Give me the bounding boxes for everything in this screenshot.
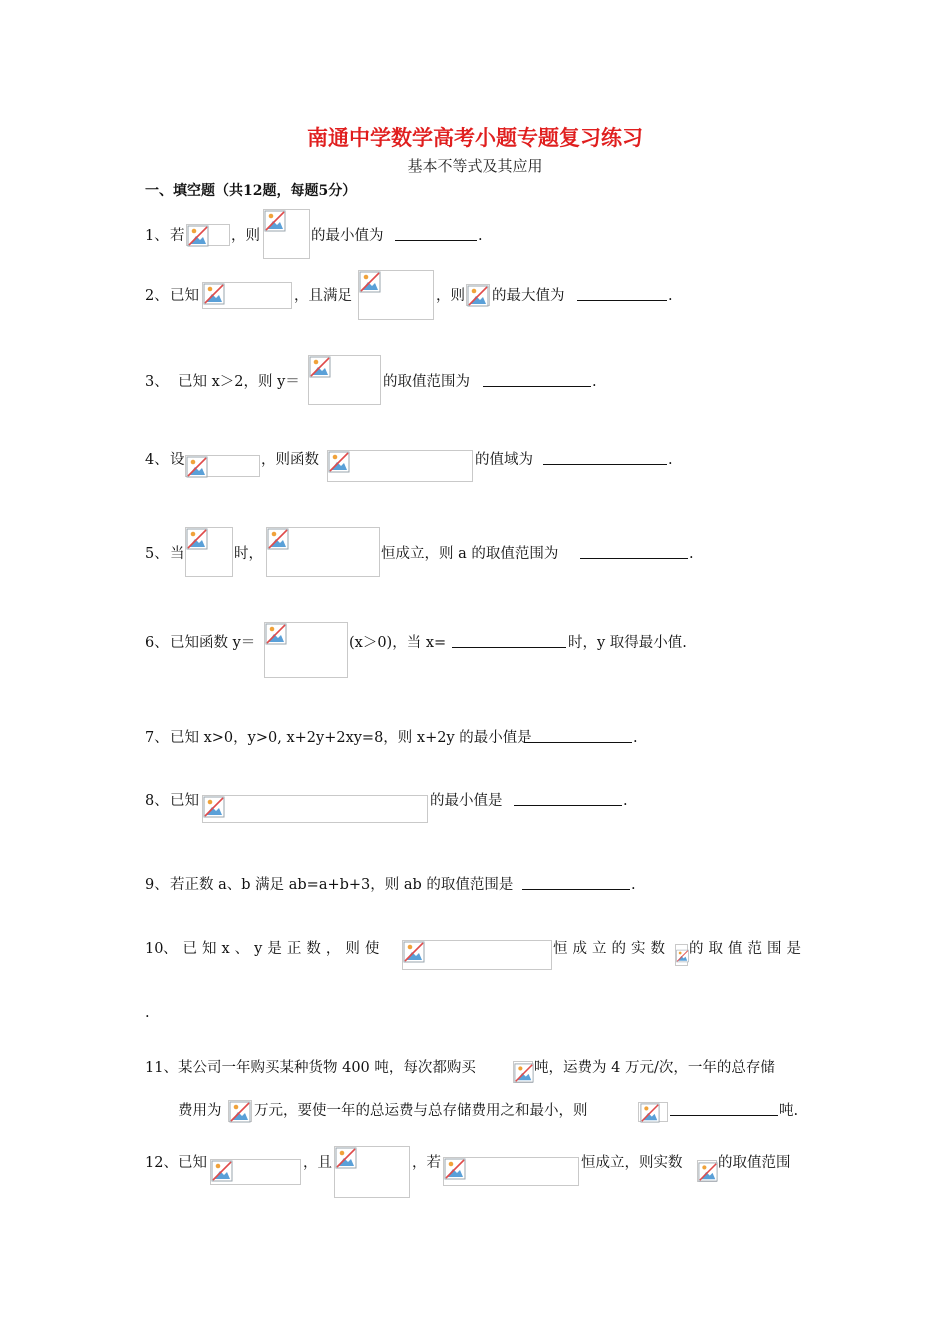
page-title: 南通中学数学高考小题专题复习练习 [307, 125, 643, 150]
formula-image [202, 795, 428, 823]
q2-number: 2、 [145, 288, 169, 304]
q1-text-c: 的最小值为 [311, 228, 384, 244]
formula-image [402, 940, 552, 970]
broken-image-icon [211, 1160, 233, 1182]
broken-image-icon [264, 210, 286, 232]
q12-text-b: ，且 [303, 1155, 332, 1171]
q11-text-a: 某公司一年购买某种货物 400 吨，每次都购买 [178, 1060, 476, 1076]
answer-blank[interactable] [670, 1101, 778, 1120]
formula-image [675, 944, 688, 966]
formula-image [210, 1159, 301, 1185]
broken-image-icon [265, 623, 287, 645]
q4-text-c: 的值域为 [475, 452, 533, 468]
q1-text-b: ，则 [231, 228, 260, 244]
broken-image-icon [676, 945, 689, 967]
broken-image-icon [267, 528, 289, 550]
q12-text-e: 的取值范围 [718, 1155, 791, 1171]
q2-text-c: ，则 [436, 288, 465, 304]
q12-text-a: 已知 [178, 1155, 207, 1171]
q2-end: . [668, 288, 673, 304]
formula-image [185, 455, 260, 477]
q3-text-a: 已知 x＞2，则 y＝ [178, 374, 300, 390]
q10-end: . [145, 1005, 150, 1021]
q8-number: 8、 [145, 793, 169, 809]
formula-image [358, 270, 434, 320]
q5-text-c: 恒成立，则 a 的取值范围为 [381, 546, 559, 562]
broken-image-icon [309, 356, 331, 378]
q4-end: . [668, 452, 673, 468]
broken-image-icon [328, 451, 350, 473]
page-subtitle: 基本不等式及其应用 [407, 157, 543, 175]
formula-image [264, 622, 348, 678]
formula-image [334, 1146, 410, 1198]
broken-image-icon [186, 456, 208, 478]
formula-image [202, 282, 292, 309]
q6-text-b: (x＞0)，当 x= [349, 635, 447, 651]
formula-image [327, 450, 473, 482]
broken-image-icon [186, 528, 208, 550]
q9-number: 9、 [145, 877, 169, 893]
q12-text-d: 恒成立，则实数 [581, 1155, 683, 1171]
q6-text-c: 时，y 取得最小值. [568, 635, 687, 651]
q9-text-a: 若正数 a、b 满足 ab=a+b+3，则 ab 的取值范围是 [170, 877, 514, 893]
q5-number: 5、 [145, 546, 169, 562]
broken-image-icon [203, 796, 225, 818]
q5-text-a: 当 [170, 546, 185, 562]
q8-end: . [623, 793, 628, 809]
q5-end: . [689, 546, 694, 562]
q4-text-a: 设 [170, 452, 185, 468]
q11-text-c: 费用为 [178, 1103, 222, 1119]
broken-image-icon [514, 1062, 534, 1084]
broken-image-icon [698, 1161, 718, 1183]
broken-image-icon [444, 1158, 466, 1180]
q1-end: . [478, 228, 483, 244]
broken-image-icon [187, 225, 209, 247]
answer-blank[interactable] [577, 286, 667, 305]
q8-text-a: 已知 [170, 793, 199, 809]
answer-blank[interactable] [524, 728, 632, 747]
broken-image-icon [359, 271, 381, 293]
q7-end: . [633, 730, 638, 746]
broken-image-icon [403, 941, 425, 963]
q3-text-b: 的取值范围为 [383, 374, 470, 390]
q6-text-a: 已知函数 y＝ [170, 635, 256, 651]
answer-blank[interactable] [580, 544, 688, 563]
q11-text-b: 吨，运费为 4 万元/次，一年的总存储 [534, 1060, 775, 1076]
q4-text-b: ，则函数 [261, 452, 319, 468]
q1-number: 1、 [145, 228, 169, 244]
answer-blank[interactable] [452, 633, 566, 652]
q9-end: . [631, 877, 636, 893]
q11-number: 11、 [145, 1060, 178, 1076]
q11-text-e: 吨. [779, 1103, 799, 1119]
q11-text-d: 万元，要使一年的总运费与总存储费用之和最小，则 [254, 1103, 588, 1119]
q7-text-a: 已知 x>0，y>0, x+2y+2xy=8，则 x+2y 的最小值是 [170, 730, 532, 746]
broken-image-icon [229, 1101, 251, 1123]
formula-image [466, 284, 490, 306]
formula-image [638, 1102, 668, 1122]
formula-image [308, 355, 381, 405]
broken-image-icon [203, 283, 225, 305]
q2-text-a: 已知 [170, 288, 199, 304]
answer-blank[interactable] [514, 791, 622, 810]
formula-image [228, 1100, 252, 1122]
q1-text-a: 若 [170, 228, 185, 244]
q10-text-a: 、已知x、y是正数，则使 [163, 941, 385, 957]
q4-number: 4、 [145, 452, 169, 468]
formula-image [443, 1157, 579, 1186]
q2-text-d: 的最大值为 [492, 288, 565, 304]
formula-image [185, 527, 233, 577]
formula-image [697, 1160, 717, 1182]
q12-text-c: ，若 [412, 1155, 441, 1171]
q12-number: 12、 [145, 1155, 178, 1171]
q10-number: 10 [145, 941, 164, 957]
q8-text-b: 的最小值是 [430, 793, 503, 809]
q2-text-b: ，且满足 [294, 288, 352, 304]
answer-blank[interactable] [543, 450, 667, 469]
broken-image-icon [335, 1147, 357, 1169]
answer-blank[interactable] [483, 372, 591, 391]
formula-image [266, 527, 380, 577]
broken-image-icon [639, 1103, 661, 1123]
formula-image [513, 1061, 533, 1083]
formula-image [186, 224, 230, 246]
q6-number: 6、 [145, 635, 169, 651]
q5-text-b: 时， [234, 546, 263, 562]
q7-number: 7、 [145, 730, 169, 746]
q3-number: 3、 [145, 374, 169, 390]
section-heading: 一、填空题（共12题，每题5分） [145, 183, 357, 199]
formula-image [263, 209, 310, 259]
broken-image-icon [467, 285, 489, 307]
answer-blank[interactable] [522, 875, 630, 894]
q10-text-c: 的取值范围是 [689, 941, 806, 957]
q10-text-b: 恒成立的实数 [553, 941, 670, 957]
q3-end: . [592, 374, 597, 390]
answer-blank[interactable] [395, 226, 477, 245]
